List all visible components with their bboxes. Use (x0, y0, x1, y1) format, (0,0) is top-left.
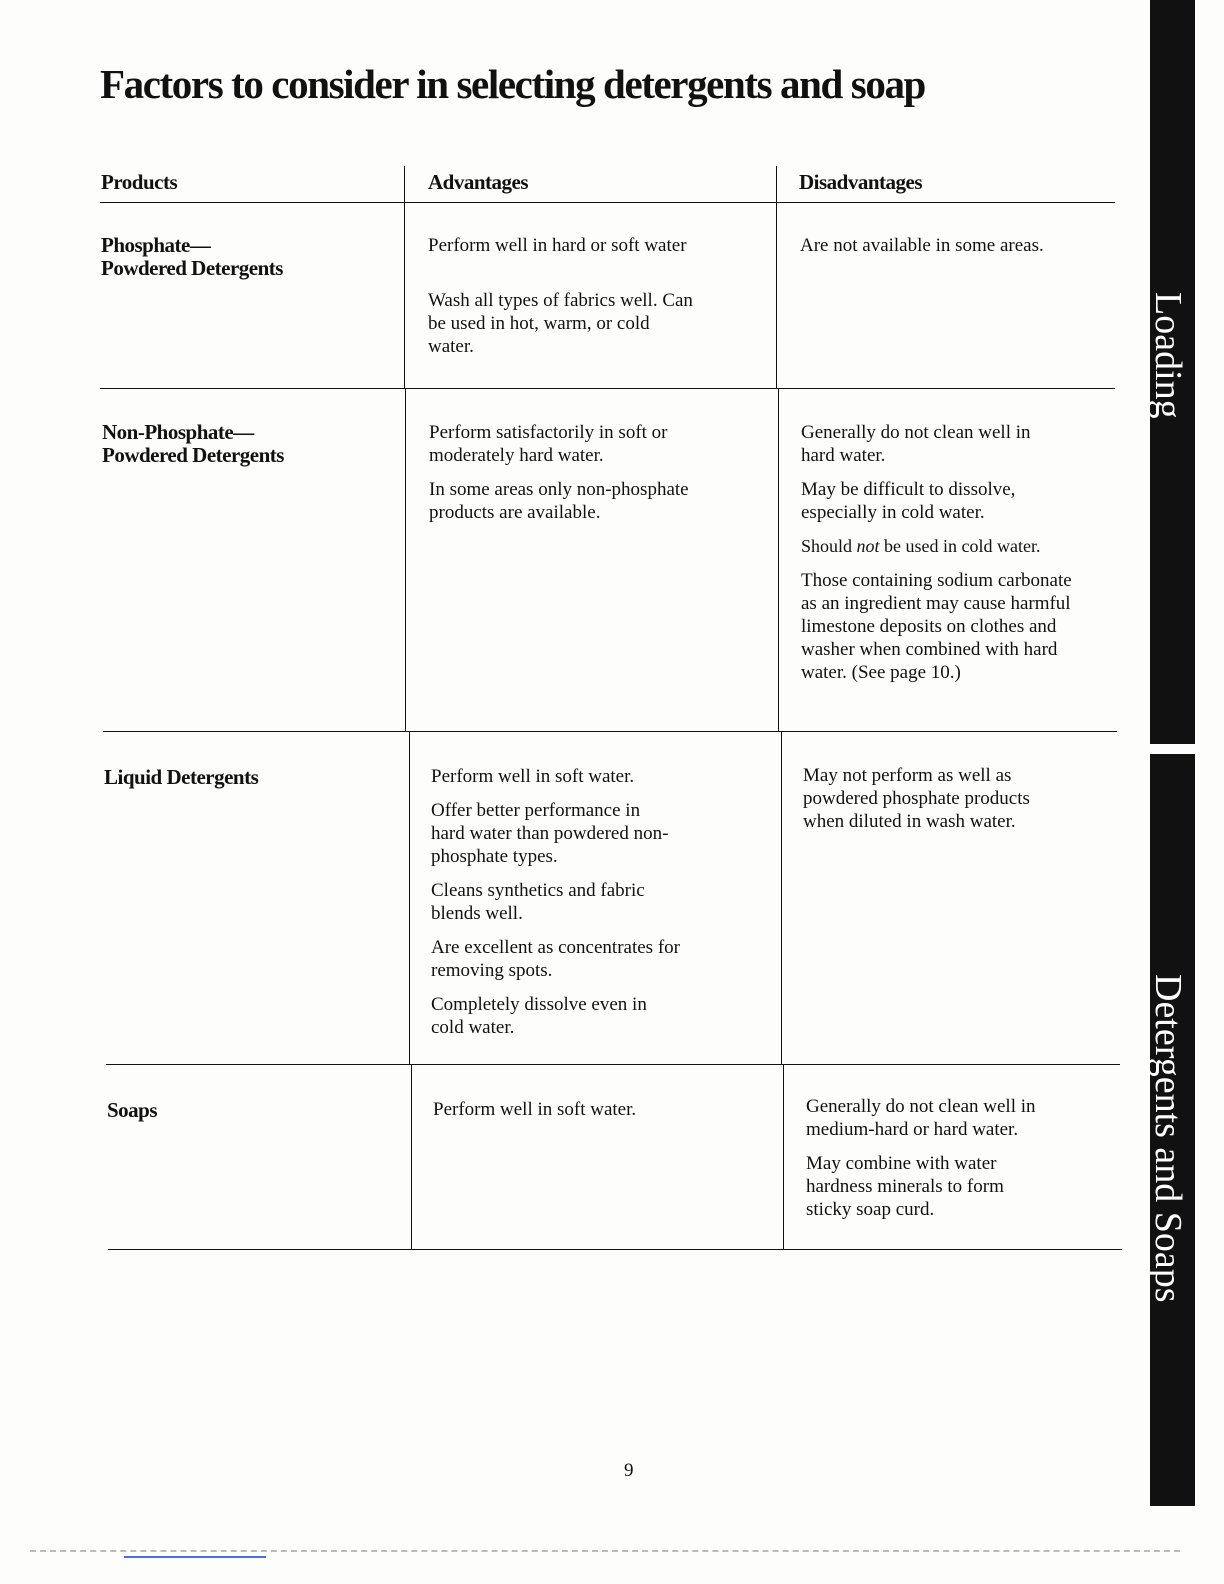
product-non-phosphate (102, 421, 284, 467)
advantage-item: Cleans synthetics and fabric blends well. (431, 880, 645, 924)
header-disadvantages: Disadvantages (799, 170, 923, 194)
product-soaps (107, 1099, 157, 1122)
emphasis-not: not (856, 536, 880, 556)
product-liquid (104, 766, 258, 789)
side-tab-loading (1147, 0, 1195, 744)
column-divider (781, 731, 782, 1064)
header-divider (100, 202, 1115, 203)
product-name-line: Phosphate— (101, 233, 211, 257)
column-divider (778, 388, 779, 731)
disadvantage-item: May combine with water hardness minerals to form sticky soap curd. (806, 1153, 1004, 1220)
disadvantages-soaps (806, 1095, 1136, 1232)
advantages-non-phosphate (429, 421, 759, 535)
disadvantage-item: May be difficult to dissolve, especially in cold water. (801, 479, 1016, 523)
advantage-item: Completely dissolve even in cold water. (431, 994, 647, 1038)
row-divider (103, 731, 1117, 732)
disadvantage-item: Those containing sodium carbonate as an ingredient may cause harmful limestone deposits on clothes and washer when combined with hard water. (See page 10.) (801, 570, 1072, 683)
disadvantage-item: May not perform as well as powdered phosphate products when diluted in wash water. (803, 765, 1030, 832)
row-divider (100, 388, 1115, 389)
product-name-line: Non-Phosphate— (102, 420, 254, 444)
column-divider (405, 388, 406, 731)
product-name-line: Powdered Detergents (102, 443, 284, 467)
column-divider (404, 166, 405, 388)
page-number: 9 (624, 1460, 634, 1481)
column-divider (783, 1064, 784, 1249)
side-tab-detergents-label: Detergents and Soaps (1147, 974, 1189, 1303)
advantage-item: Are excellent as concentrates for removing spots. (431, 937, 680, 981)
product-name-line: Soaps (107, 1098, 158, 1122)
advantage-item: Perform satisfactorily in soft or moderately hard water. (429, 422, 668, 466)
advantage-item: Wash all types of fabrics well. Can be used in hot, warm, or cold water. (428, 290, 693, 357)
row-divider (108, 1249, 1122, 1250)
disadvantage-item (801, 535, 1131, 558)
advantage-item: Perform well in soft water. (431, 766, 635, 787)
disadvantage-item: Generally do not clean well in hard water. (801, 422, 1031, 466)
product-phosphate (101, 234, 283, 280)
scan-artifact-underline (124, 1556, 266, 1558)
advantages-liquid (431, 765, 761, 1050)
column-divider (409, 731, 410, 1064)
column-divider (411, 1064, 412, 1249)
product-name-line: Powdered Detergents (101, 256, 283, 280)
advantage-item: Perform well in hard or soft water (428, 235, 687, 256)
disadvantage-text: be used in cold water. (884, 536, 1041, 556)
advantage-item: In some areas only non-phosphate products are available. (429, 479, 689, 523)
page-title: Factors to consider in selecting detergents and soap (100, 61, 925, 107)
disadvantage-text: Should (801, 536, 853, 556)
disadvantages-liquid (803, 764, 1133, 844)
disadvantage-item: Are not available in some areas. (800, 235, 1044, 256)
advantages-soaps (433, 1098, 763, 1132)
disadvantages-phosphate (800, 234, 1130, 268)
row-divider (106, 1064, 1120, 1065)
header-advantages: Advantages (428, 170, 529, 194)
header-products: Products (101, 170, 178, 194)
side-tab-loading-label: Loading (1147, 292, 1189, 419)
column-divider (776, 166, 777, 388)
disadvantage-item: Generally do not clean well in medium-hard or hard water. (806, 1096, 1036, 1140)
advantage-item: Perform well in soft water. (433, 1099, 637, 1120)
product-name-line: Liquid Detergents (104, 765, 259, 789)
side-tab-detergents (1147, 754, 1195, 1506)
advantage-item: Offer better performance in hard water than powdered non-phosphate types. (431, 800, 669, 867)
disadvantages-non-phosphate (801, 421, 1131, 695)
advantages-phosphate (428, 234, 758, 369)
